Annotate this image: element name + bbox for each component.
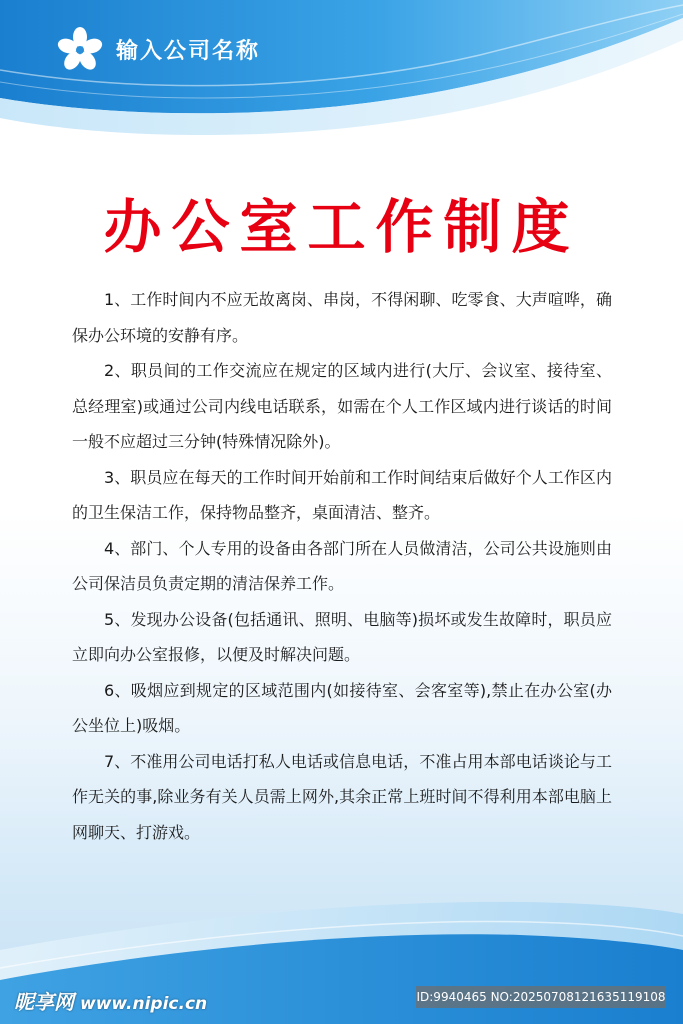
flower-logo-icon xyxy=(56,26,104,74)
rule-item-4: 4、部门、个人专用的设备由各部门所在人员做清洁，公司公共设施则由公司保洁员负责定期的清洁保养工作。 xyxy=(72,538,612,593)
header-wave-background xyxy=(0,0,683,150)
company-name: 输入公司名称 xyxy=(116,39,261,64)
page-title: 办公室工作制度 xyxy=(103,193,580,261)
rule-item-2: 2、职员间的工作交流应在规定的区域内进行(大厅、会议室、接待室、总经理室)或通过公司内线电话联系，如需在个人工作区域内进行谈话的时间一般不应超过三分钟(特殊情况除外)。 xyxy=(72,361,612,451)
rule-item-7: 7、不准用公司电话打私人电话或信息电话，不准占用本部电话谈论与工作无关的事,除业务有关人员需上网外,其余正常上班时间不得利用本部电脑上网聊天、打游戏。 xyxy=(72,751,612,842)
rule-item-6: 6、吸烟应到规定的区域范围内(如接待室、会客室等),禁止在办公室(办公坐位上)吸烟。 xyxy=(72,680,612,735)
rule-item-1: 1、工作时间内不应无故离岗、串岗，不得闲聊、吃零食、大声喧哗，确保办公环境的安静有序。 xyxy=(72,290,612,345)
rules-list xyxy=(72,282,612,850)
image-id-watermark: ID:9940465 NO:20250708121635119108 xyxy=(416,986,666,1008)
site-url: www.nipic.cn xyxy=(80,994,208,1014)
rule-item-3: 3、职员应在每天的工作时间开始前和工作时间结束后做好个人工作区内的卫生保洁工作，保持物品整齐，桌面清洁、整齐。 xyxy=(72,467,612,522)
site-watermark xyxy=(14,986,207,1015)
site-logo-text: 昵享网 xyxy=(14,990,74,1014)
rule-item-5: 5、发现办公设备(包括通讯、照明、电脑等)损坏或发生故障时，职员应立即向办公室报修，以便及时解决问题。 xyxy=(72,609,612,664)
